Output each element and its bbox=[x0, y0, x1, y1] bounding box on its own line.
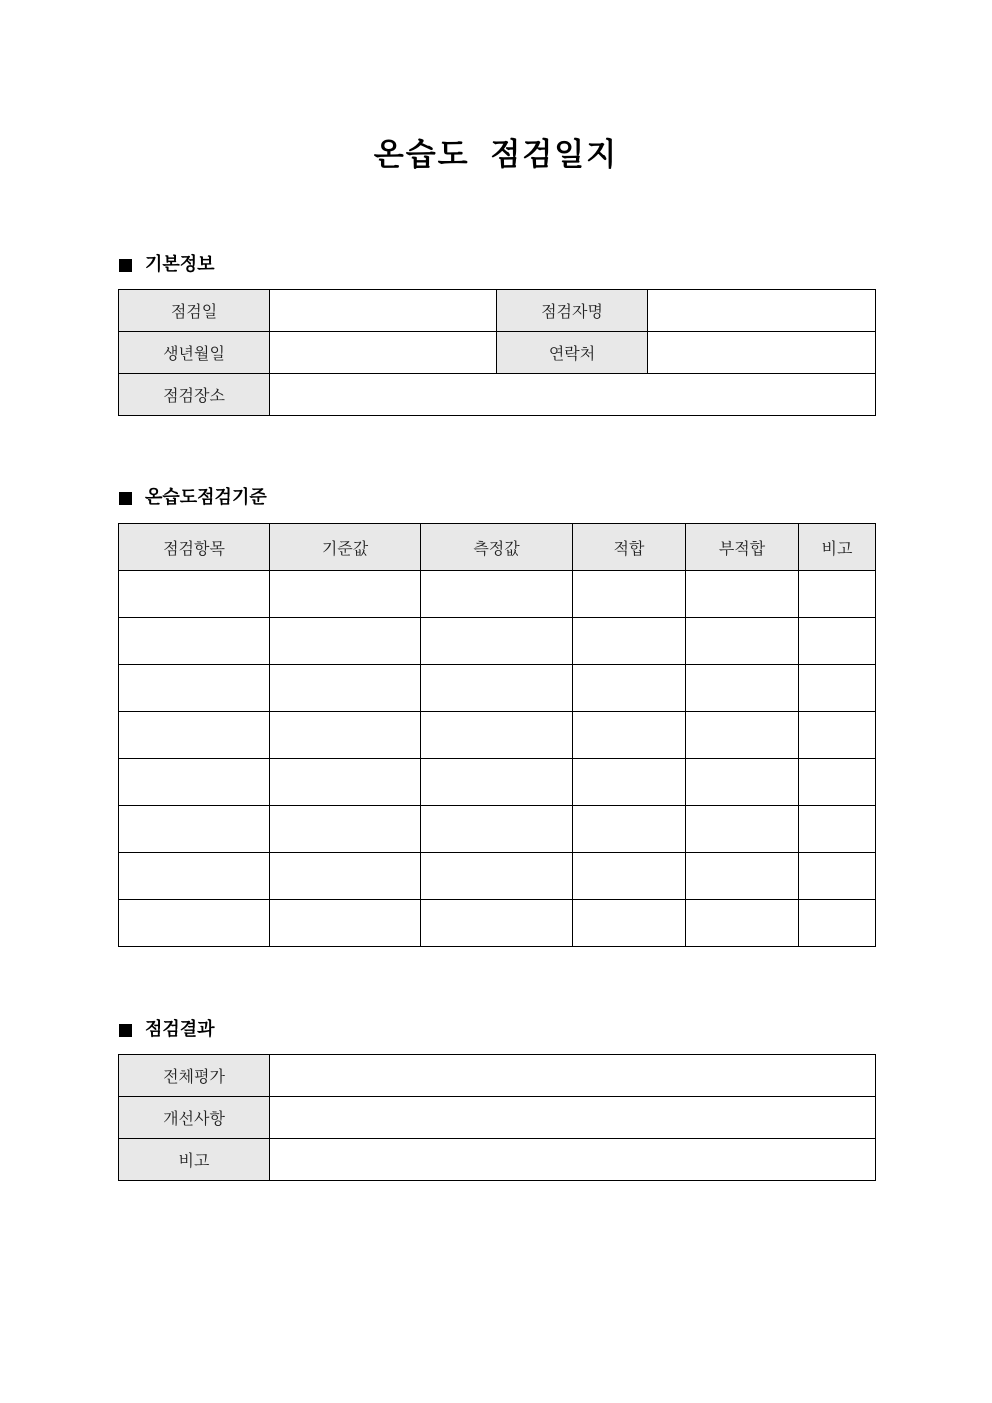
table-row bbox=[119, 374, 876, 416]
remarks-field[interactable] bbox=[270, 1139, 876, 1181]
section-heading-label: 점검결과 bbox=[145, 1019, 215, 1040]
table-cell[interactable] bbox=[573, 712, 686, 759]
table-row bbox=[119, 290, 876, 332]
table-cell[interactable] bbox=[799, 571, 876, 618]
column-header: 적합 bbox=[573, 524, 686, 571]
overall-evaluation-label: 전체평가 bbox=[119, 1055, 270, 1097]
table-cell[interactable] bbox=[421, 571, 573, 618]
table-cell[interactable] bbox=[573, 618, 686, 665]
remarks-label: 비고 bbox=[119, 1139, 270, 1181]
table-cell[interactable] bbox=[421, 618, 573, 665]
inspection-date-label: 점검일 bbox=[119, 290, 270, 332]
table-cell[interactable] bbox=[270, 571, 421, 618]
table-cell[interactable] bbox=[270, 759, 421, 806]
table-cell[interactable] bbox=[686, 853, 799, 900]
table-row bbox=[119, 571, 876, 618]
column-header: 측정값 bbox=[421, 524, 573, 571]
table-cell[interactable] bbox=[686, 759, 799, 806]
table-cell[interactable] bbox=[573, 900, 686, 947]
column-header: 비고 bbox=[799, 524, 876, 571]
table-cell[interactable] bbox=[799, 806, 876, 853]
inspector-name-label: 점검자명 bbox=[497, 290, 648, 332]
table-cell[interactable] bbox=[119, 853, 270, 900]
table-cell[interactable] bbox=[421, 759, 573, 806]
table-cell[interactable] bbox=[421, 853, 573, 900]
table-cell[interactable] bbox=[119, 571, 270, 618]
table-cell[interactable] bbox=[119, 900, 270, 947]
table-header-row bbox=[119, 524, 876, 571]
standard-table bbox=[118, 523, 876, 947]
table-row bbox=[119, 900, 876, 947]
table-cell[interactable] bbox=[573, 806, 686, 853]
column-header: 부적합 bbox=[686, 524, 799, 571]
table-cell[interactable] bbox=[270, 618, 421, 665]
column-header: 점검항목 bbox=[119, 524, 270, 571]
result-table bbox=[118, 1054, 876, 1181]
birth-date-field[interactable] bbox=[270, 332, 497, 374]
table-cell[interactable] bbox=[270, 665, 421, 712]
page-title: 온습도 점검일지 bbox=[373, 137, 619, 173]
table-cell[interactable] bbox=[421, 712, 573, 759]
inspection-place-label: 점검장소 bbox=[119, 374, 270, 416]
table-cell[interactable] bbox=[119, 806, 270, 853]
section-heading-basic-info bbox=[119, 253, 215, 277]
table-cell[interactable] bbox=[686, 900, 799, 947]
table-cell[interactable] bbox=[270, 806, 421, 853]
birth-date-label: 생년월일 bbox=[119, 332, 270, 374]
column-header: 기준값 bbox=[270, 524, 421, 571]
square-bullet-icon bbox=[119, 492, 132, 505]
basic-info-table bbox=[118, 289, 876, 416]
standard-table-body bbox=[119, 571, 876, 947]
table-cell[interactable] bbox=[270, 853, 421, 900]
table-cell[interactable] bbox=[799, 618, 876, 665]
table-row bbox=[119, 1055, 876, 1097]
table-cell[interactable] bbox=[270, 900, 421, 947]
table-cell[interactable] bbox=[270, 712, 421, 759]
inspector-name-field[interactable] bbox=[648, 290, 876, 332]
table-row bbox=[119, 665, 876, 712]
table-cell[interactable] bbox=[799, 665, 876, 712]
table-row bbox=[119, 1097, 876, 1139]
overall-evaluation-field[interactable] bbox=[270, 1055, 876, 1097]
table-cell[interactable] bbox=[686, 806, 799, 853]
square-bullet-icon bbox=[119, 1024, 132, 1037]
table-cell[interactable] bbox=[119, 618, 270, 665]
inspection-date-field[interactable] bbox=[270, 290, 497, 332]
table-row bbox=[119, 618, 876, 665]
table-row bbox=[119, 853, 876, 900]
table-cell[interactable] bbox=[686, 618, 799, 665]
improvements-field[interactable] bbox=[270, 1097, 876, 1139]
table-row bbox=[119, 1139, 876, 1181]
table-cell[interactable] bbox=[119, 759, 270, 806]
table-row bbox=[119, 759, 876, 806]
table-row bbox=[119, 332, 876, 374]
table-cell[interactable] bbox=[573, 571, 686, 618]
table-cell[interactable] bbox=[686, 665, 799, 712]
table-cell[interactable] bbox=[421, 900, 573, 947]
table-cell[interactable] bbox=[573, 665, 686, 712]
section-heading-result bbox=[119, 1018, 215, 1042]
contact-label: 연락처 bbox=[497, 332, 648, 374]
table-cell[interactable] bbox=[573, 853, 686, 900]
table-cell[interactable] bbox=[119, 665, 270, 712]
table-cell[interactable] bbox=[119, 712, 270, 759]
improvements-label: 개선사항 bbox=[119, 1097, 270, 1139]
inspection-place-field[interactable] bbox=[270, 374, 876, 416]
table-cell[interactable] bbox=[421, 665, 573, 712]
section-heading-label: 기본정보 bbox=[145, 254, 215, 275]
table-cell[interactable] bbox=[686, 571, 799, 618]
contact-field[interactable] bbox=[648, 332, 876, 374]
table-row bbox=[119, 712, 876, 759]
table-cell[interactable] bbox=[799, 853, 876, 900]
section-heading-standard bbox=[119, 486, 267, 510]
square-bullet-icon bbox=[119, 259, 132, 272]
table-cell[interactable] bbox=[686, 712, 799, 759]
table-cell[interactable] bbox=[799, 759, 876, 806]
table-cell[interactable] bbox=[799, 712, 876, 759]
table-cell[interactable] bbox=[573, 759, 686, 806]
table-cell[interactable] bbox=[421, 806, 573, 853]
table-cell[interactable] bbox=[799, 900, 876, 947]
section-heading-label: 온습도점검기준 bbox=[145, 487, 267, 508]
table-row bbox=[119, 806, 876, 853]
